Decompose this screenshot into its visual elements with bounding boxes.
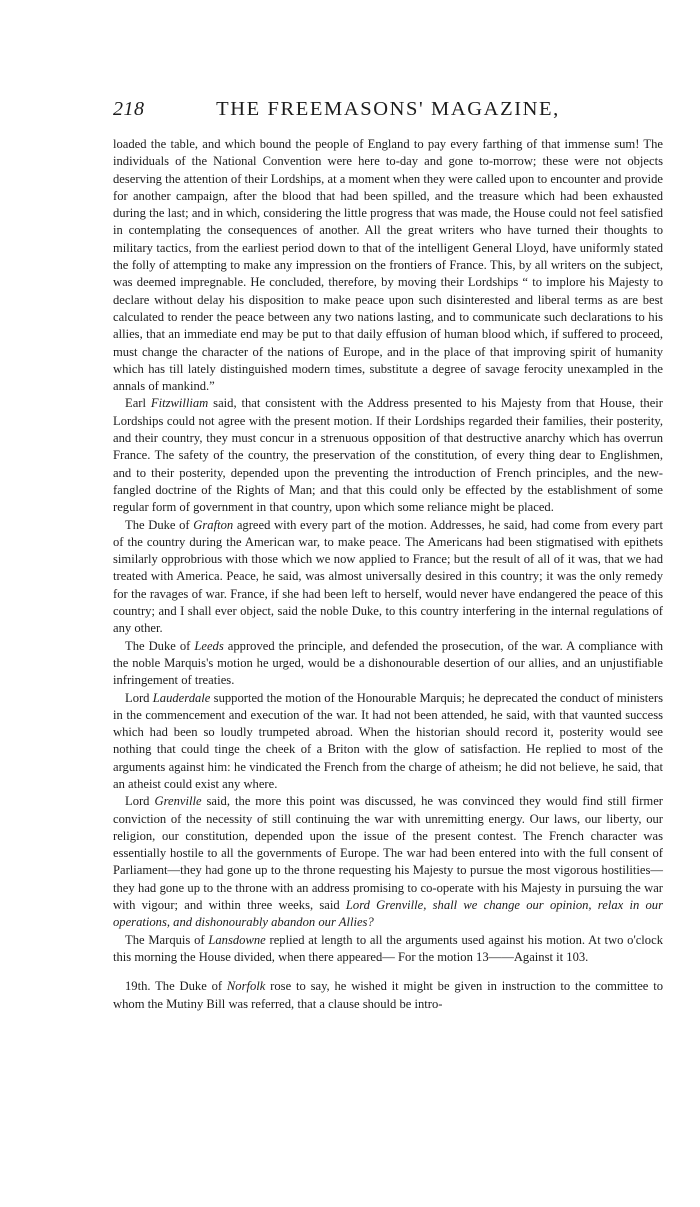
paragraph-text: 19th. The Duke of xyxy=(125,979,227,994)
page-header xyxy=(113,98,663,132)
paragraph-text: said, the more this point was discussed, he was convinced they would find still firmer conviction of the necessity of still continuing the war with unremitting energy. Our laws, our liberty, our religion, our constitution, depended upon the issue of the present contest. The French character was essentially hostile to all the governments of Europe. The war had been entered into with the full consent of Parliament—they had gone up to the throne requesting his Majesty to pursue the most vigorous hostilities—they had gone up to the throne with an address promising to co-operate with his Majesty in pursuing the war with vigour; and within three weeks, said xyxy=(113,794,663,913)
paragraph-text: rose to say, he wished it might be given in instruction to the committee to whom the Mutiny Bill was referred, that a clause should be intro- xyxy=(113,979,663,1011)
italic-name: Leeds xyxy=(194,638,224,653)
italic-name: Norfolk xyxy=(226,979,266,994)
magazine-page xyxy=(113,98,663,1013)
paragraph xyxy=(113,932,663,967)
italic-name: Grenville xyxy=(154,794,202,809)
running-title: THE FREEMASONS' MAGAZINE, xyxy=(216,98,560,120)
italic-name: Lansdowne xyxy=(208,932,266,947)
italic-name: Lauderdale xyxy=(152,690,211,705)
paragraph-text: Lord xyxy=(125,794,155,809)
paragraph-text: The Duke of xyxy=(125,517,194,532)
italic-name: Grafton xyxy=(193,517,234,532)
article-body xyxy=(113,136,663,1013)
paragraph-text: The Duke of xyxy=(125,638,195,653)
paragraph-text: The Marquis of xyxy=(125,932,209,947)
paragraph-text: approved the principle, and defended the prosecution, of the war. A compliance with the noble Marquis's motion he urged, would be a dishonourable desertion of our allies, and an unjustifiable infringement of treaties. xyxy=(113,638,663,688)
paragraph xyxy=(113,978,663,1013)
paragraph-text: supported the motion of the Honourable Marquis; he deprecated the conduct of ministers in the commencement and execution of the war. It had not been attended, he said, with that vaunted success which had been so loudly trumpeted abroad. When the historian should record it, posterity would see nothing that could tinge the cheek of a Briton with the glow of satisfaction. He replied to most of the arguments against him: he vindicated the French from the charge of atheism; he did not believe, he said, that an atheist could exist any where. xyxy=(113,690,663,791)
page-number: 218 xyxy=(113,98,145,120)
paragraph-text: agreed with every part of the motion. Addresses, he said, had come from every part of the country during the American war, to make peace. The Americans had been stigmatised with epithets similarly opprobrious with those which we now applied to France; but the result of all of it was, that we had treated with America. Peace, he said, was almost universally desired in this country; it was the only remedy for the ravages of war. France, if she had been left to herself, would never have endangered the peace of this country; and I shall ever object, said the noble Duke, to this country interfering in the internal regulations of any other. xyxy=(113,517,664,636)
paragraph-text: Earl xyxy=(125,396,151,411)
paragraph xyxy=(113,136,663,395)
italic-name: Fitzwilliam xyxy=(150,396,209,411)
paragraph-text: Lord xyxy=(125,690,153,705)
italic-name: Lord Grenville, shall we change our opinion, relax in our operations, and dishonourably abandon our Allies? xyxy=(113,898,663,930)
paragraph-text: loaded the table, and which bound the people of England to pay every farthing of that immense sum! The individuals of the National Convention were here to-day and gone to-morrow; these were not objects deserving the attention of their Lordships, at a moment when they were called upon to encounter and provide for another campaign, after the blood that had been spilled, and the treasure which had been exhausted during the last; and in which, considering the little progress that was made, the House could not feel satisfied in contemplating the consequences of another. All the great writers who have turned their thoughts to military tactics, from the earliest period down to that of the intelligent General Lloyd, have uniformly stated the folly of attempting to make any impression on the frontiers of France. This, by all writers on the subject, was deemed impregnable. He concluded, therefore, by moving their Lordships “ to implore his Majesty to declare without delay his disposition to make peace upon such disinterested and liberal terms as are best calculated to render the peace between any two nations lasting, and to communicate such declarations to his allies, that an immediate end may be put to that daily effusion of human blood which, if suffered to proceed, must change the character of the nations of Europe, and in the place of that improving spirit of humanity which has till lately distinguished modern times, substitute a degree of savage ferocity unexampled in the annals of mankind.” xyxy=(113,137,663,394)
paragraph xyxy=(113,395,663,516)
paragraph xyxy=(113,638,663,690)
paragraph xyxy=(113,690,663,794)
paragraph-text: said, that consistent with the Address presented to his Majesty from that House, their Lordships could not agree with the present motion. If their Lordships regarded their families, their posterity, and their country, they must concur in a strenuous opposition of that destructive anarchy which has overrun France. The safety of the country, the preservation of the constitution, of every thing dear to Englishmen, and to their posterity, depended upon the preventing the introduction of French principles, and the new-fangled doctrine of the Rights of Man; and that this could only be effected by the establishment of some regular form of government in that country, upon which some reliance might be placed. xyxy=(113,396,663,515)
paragraph-text: replied at length to all the arguments used against his motion. At two o'clock this morning the House divided, when there appeared— For the motion 13——Against it 103. xyxy=(113,932,663,964)
paragraph xyxy=(113,793,663,931)
paragraph xyxy=(113,517,663,638)
